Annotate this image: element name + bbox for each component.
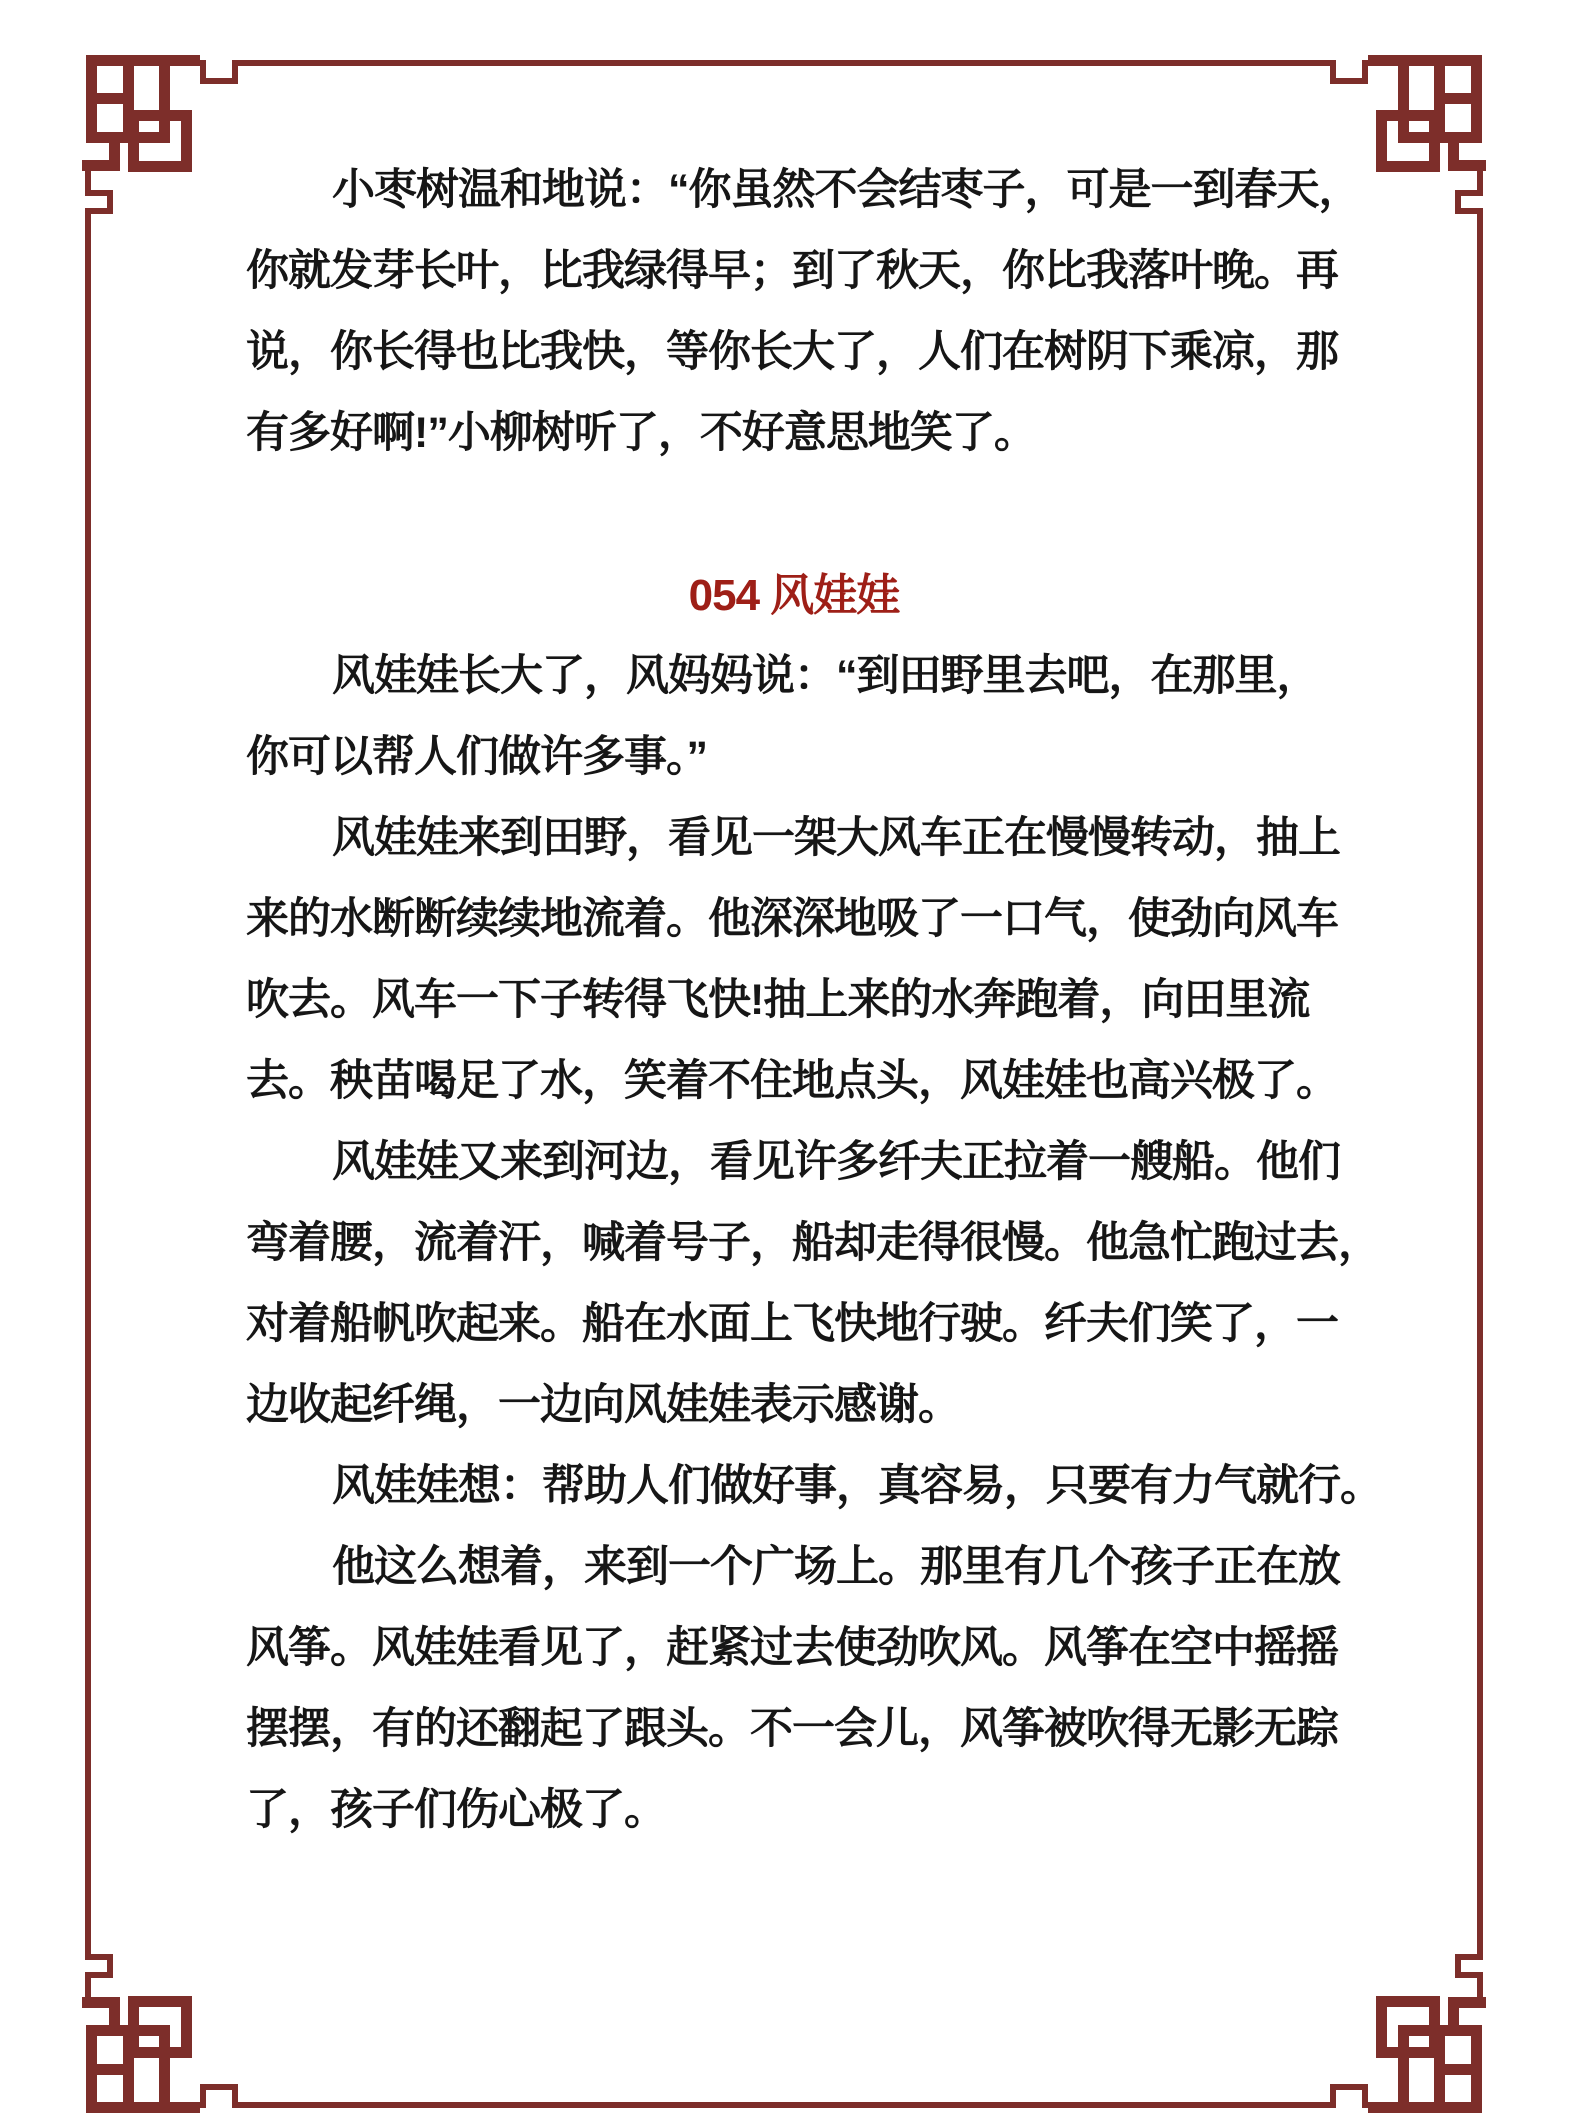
text-line: 吹去。风车一下子转得飞快!抽上来的水奔跑着，向田里流 <box>246 976 1310 1024</box>
text-column <box>246 150 1382 1851</box>
text-line: 来的水断断续续地流着。他深深地吸了一口气，使劲向风车 <box>246 895 1338 943</box>
text-line: 了，孩子们伤心极了。 <box>246 1786 666 1834</box>
text-line: 风娃娃又来到河边，看见许多纤夫正拉着一艘船。他们 <box>332 1138 1340 1186</box>
text-line: 小枣树温和地说：“你虽然不会结枣子，可是一到春天， <box>332 166 1361 214</box>
text-line: 风娃娃来到田野，看见一架大风车正在慢慢转动，抽上 <box>332 814 1340 862</box>
text-line: 摆摆，有的还翻起了跟头。不一会儿，风筝被吹得无影无踪 <box>246 1705 1338 1753</box>
page-border-right <box>1477 260 1483 1908</box>
text-line: 你可以帮人们做许多事。” <box>246 733 707 781</box>
text-line: 弯着腰，流着汗，喊着号子，船却走得很慢。他急忙跑过去， <box>246 1219 1380 1267</box>
page-border-left <box>85 260 91 1908</box>
story-title: 054 风娃娃 <box>688 571 900 620</box>
page-border-top <box>278 60 1290 66</box>
text-line: 风娃娃想：帮助人们做好事，真容易，只要有力气就行。 <box>332 1462 1382 1510</box>
corner-ornament-icon <box>58 40 278 260</box>
text-line: 说，你长得也比我快，等你长大了，人们在树阴下乘凉，那 <box>246 328 1338 376</box>
page-border-bottom <box>278 2102 1290 2108</box>
text-line: 你就发芽长叶，比我绿得早；到了秋天，你比我落叶晚。再 <box>246 247 1338 295</box>
text-line: 有多好啊!”小柳树听了，不好意思地笑了。 <box>246 409 1036 457</box>
text-line: 风娃娃长大了，风妈妈说：“到田野里去吧，在那里， <box>332 652 1319 700</box>
intro-paragraph <box>246 150 1361 474</box>
text-line: 他这么想着，来到一个广场上。那里有几个孩子正在放 <box>332 1543 1340 1591</box>
text-line: 风筝。风娃娃看见了，赶紧过去使劲吹风。风筝在空中摇摇 <box>246 1624 1338 1672</box>
text-line: 去。秧苗喝足了水，笑着不住地点头，风娃娃也高兴极了。 <box>246 1057 1338 1105</box>
story-body <box>246 636 1382 1851</box>
text-line: 对着船帆吹起来。船在水面上飞快地行驶。纤夫们笑了，一 <box>246 1300 1338 1348</box>
corner-ornament-icon <box>1290 1908 1510 2128</box>
corner-ornament-icon <box>58 1908 278 2128</box>
text-line: 边收起纤绳，一边向风娃娃表示感谢。 <box>246 1381 960 1429</box>
